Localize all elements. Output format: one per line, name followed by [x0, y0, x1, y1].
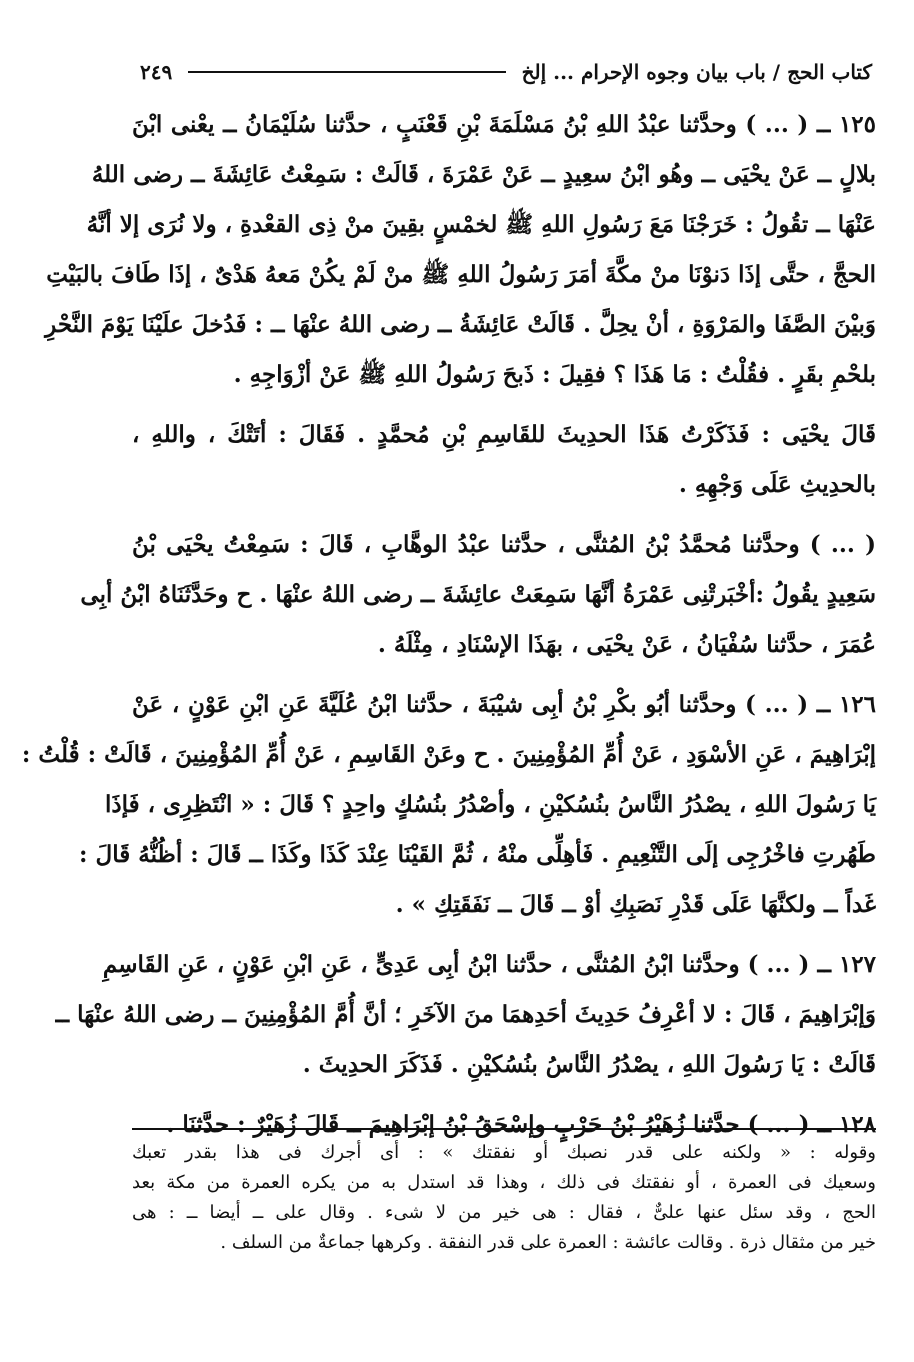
text-line: سَعِيدٍ يقُولُ :أخْبَرتْنِى عَمْرَةُ أنَّهَا سَمِعَتْ عائِشَةَ ــ رضى اللهُ عنْهَا . ح وحَدَّثَنَاهُ ابْنُ أبِى [80, 581, 876, 608]
text-line: عُمَرَ ، حدَّثنا سُفْيَانُ ، عَنْ يحْيَى ، بهَذَا الإسْنَادِ ، مِثْلَهُ . [377, 631, 876, 658]
text-line: ١٢٧ ــ ( ... ) وحدَّثنا ابْنُ المُثنَّى ، حدَّثنا ابْنُ أبِى عَدِىٍّ ، عَنِ ابْنِ عَوْنٍ ، عَنِ القَاسِمِ [102, 951, 876, 978]
text-line: غَداً ــ ولكنَّهَا عَلَى قَدْرِ نَصَبِكِ أوْ ــ قَالَ ــ نَفَقَتِكِ » . [395, 891, 876, 918]
hadith-125-variant [80, 520, 876, 670]
text-line: يَا رَسُولَ اللهِ ، يصْدُرُ النَّاسُ بنُسُكيْنِ ، وأصْدُرُ بنُسُكٍ واحِدٍ ؟ قَالَ : « انْتَظِرِى ، فَإذَا [104, 791, 876, 818]
text-line: بلحْمِ بقَرٍ . فقُلْتُ : مَا هَذَا ؟ فقِيلَ : ذَبحَ رَسُولُ اللهِ ﷺ عَنْ أزْوَاجِهِ . [233, 361, 876, 388]
footnote-line: الحج ، وقد سئل عنها علىٌّ ، فقال : هى خير من لا شىء . وقال على ــ أيضا ــ : هى [132, 1202, 876, 1223]
text-line: ١٢٨ ــ ( ... ) حدَّثنا زُهَيْرُ بْنُ حَرْبٍ وإسْحَقُ بْنُ إبْرَاهِيمَ ــ قَالَ زُهَيْرٌ : حدَّثنَا . [166, 1111, 876, 1138]
text-line: إبْرَاهِيمَ ، عَنِ الأسْوَدِ ، عَنْ أُمِّ المُؤْمِنِينَ . ح وعَنْ القَاسِمِ ، عَنْ أُمِّ المُؤْمِنِينَ ، قَالَتْ : قُلْتُ : [21, 741, 876, 768]
text-line: طَهُرتِ فاخْرُجِى إلَى التَّنْعِيمِ . فَأهِلِّى منْهُ ، ثُمَّ القَيْنَا عِنْدَ كَذَا وكَذَا ــ قَالَ : أظُنُّهُ قَالَ : [79, 841, 876, 868]
footnote-line: وقوله : « ولكنه على قدر نصبك أو نفقتك » : أى أجرك فى هذا بقدر تعبك [132, 1142, 876, 1163]
footnote [132, 1138, 876, 1258]
text-line: عَنْهَا ــ تقُولُ : خَرَجْنَا مَعَ رَسُولِ اللهِ ﷺ لخمْسٍ بقِينَ منْ ذِى القعْدةِ ، ولا نُرَى إلا أنَّهُ [86, 211, 876, 238]
hadith-127 [55, 940, 876, 1090]
text-line: ١٢٥ ــ ( ... ) وحدَّثنا عبْدُ اللهِ بْنُ مَسْلَمَةَ بْنِ قَعْنَبٍ ، حدَّثنا سُلَيْمَانُ ــ يعْنى ابْنَ [132, 111, 876, 138]
text-line: وَإبْرَاهِيمَ ، قَالَ : لا أعْرِفُ حَدِيثَ أحَدِهمَا منَ الآخَرِ ؛ أنَّ أُمَّ المُؤْمِنِينَ ــ رضى اللهُ عنْهَا ــ [55, 1001, 876, 1028]
page-header [140, 52, 872, 92]
hadith-125 [45, 100, 876, 400]
main-text [21, 100, 876, 1160]
text-line: قَالَتْ : يَا رَسُولَ اللهِ ، يصْدُرُ النَّاسُ بنُسُكيْنِ . فَذَكَرَ الحدِيثَ . [302, 1051, 876, 1078]
header-rule [188, 71, 505, 73]
text-line: وَبيْنَ الصَّفَا والمَرْوَةِ ، أنْ يحِلَّ . قَالَتْ عَائِشَةُ ــ رضى اللهُ عنْهَا ــ : فَدُخلَ علَيْنَا يَوْمَ النَّحْرِ [45, 311, 876, 338]
footnote-divider [132, 1128, 876, 1130]
page-number: ٢٤٩ [140, 60, 173, 84]
text-line: ( ... ) وحدَّثنا مُحمَّدُ بْنُ المُثنَّى ، حدَّثنا عبْدُ الوهَّابِ ، قَالَ : سَمِعْتُ يحْيَى بْنُ [132, 531, 876, 558]
footnote-line: وسعيك فى العمرة ، أو نفقتك فى ذلك ، وهذا قد استدل به من يكره العمرة من مكة بعد [132, 1172, 876, 1193]
yahya-comment [132, 410, 876, 510]
text-line: الحجَّ ، حتَّى إذَا دَنوْنَا منْ مكَّةَ أمَرَ رَسُولُ اللهِ ﷺ منْ لَمْ يكُنْ مَعهُ هَدْىٌ ، إذَا طَافَ بالبَيْتِ [46, 261, 876, 288]
text-line: بالحدِيثِ عَلَى وَجْهِهِ . [678, 471, 876, 498]
text-line: قَالَ يحْيَى : فَذَكَرْتُ هَذَا الحدِيثَ للقَاسِمِ بْنِ مُحمَّدٍ . فَقَالَ : أتَتْكَ ، واللهِ ، [132, 421, 876, 448]
hadith-126 [21, 680, 876, 930]
text-line: بلالٍ ــ عَنْ يحْيَى ــ وهُو ابْنُ سعِيدٍ ــ عَنْ عَمْرَةَ ، قَالَتْ : سَمِعْتُ عَائِشَةَ ــ رضى اللهُ [91, 161, 876, 188]
running-title: كتاب الحج / باب بيان وجوه الإحرام ... إلخ [521, 60, 872, 84]
footnote-line: خير من مثقال ذرة . وقالت عائشة : العمرة على قدر النفقة . وكرهها جماعةٌ من السلف . [220, 1232, 876, 1253]
text-line: ١٢٦ ــ ( ... ) وحدَّثنا أبُو بكْرِ بْنُ أبِى شيْبَةَ ، حدَّثنا ابْنُ عُلَيَّةَ عَنِ ابْنِ عَوْنٍ ، عَنْ [132, 691, 876, 718]
